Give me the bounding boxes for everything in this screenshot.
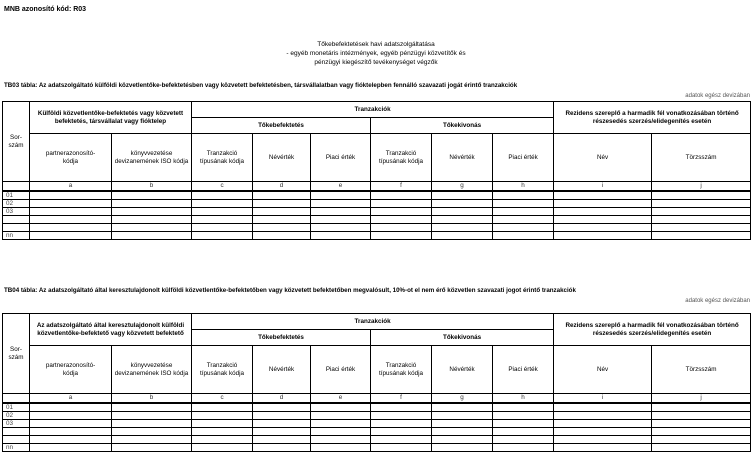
data-cell[interactable] bbox=[311, 216, 371, 224]
tb03-reg-number-col: Törzsszám bbox=[652, 134, 751, 182]
tb04-tx-type-col-c: Tranzakció típusának kódja bbox=[192, 346, 253, 394]
tb03-investment-header: Tőkebefektetés bbox=[192, 118, 371, 134]
data-cell[interactable] bbox=[192, 224, 253, 232]
data-cell[interactable] bbox=[554, 420, 652, 428]
data-cell[interactable] bbox=[30, 420, 112, 428]
report-title-line-1: Tőkebefektetések havi adatszolgáltatása bbox=[317, 41, 435, 48]
data-cell[interactable] bbox=[432, 412, 493, 420]
data-cell[interactable] bbox=[112, 216, 192, 224]
report-title-line-3: pénzügyi kiegészítő tevékenységet végzők bbox=[314, 59, 438, 66]
data-cell[interactable] bbox=[493, 200, 554, 208]
data-cell[interactable] bbox=[432, 208, 493, 216]
table-row bbox=[3, 403, 751, 412]
tb04-transactions-header: Tranzakciók bbox=[192, 314, 554, 330]
tb03-data-rows bbox=[3, 191, 751, 240]
tb04-resident-header: Rezidens szereplő a harmadik fél vonatkozásában történő részesedés szerzés/elidegenítés esetén bbox=[554, 314, 751, 346]
tb03-market-col-e: Piaci érték bbox=[311, 134, 371, 182]
data-cell[interactable] bbox=[432, 232, 493, 240]
tb04-letter: i bbox=[554, 394, 652, 404]
data-cell[interactable] bbox=[30, 224, 112, 232]
tb03-row-number-header: Sor- szám bbox=[3, 102, 30, 182]
data-cell[interactable] bbox=[253, 428, 311, 436]
data-cell[interactable] bbox=[112, 436, 192, 444]
tb03-letter-row bbox=[3, 182, 751, 192]
data-cell[interactable] bbox=[371, 208, 432, 216]
data-cell[interactable] bbox=[554, 224, 652, 232]
data-cell[interactable] bbox=[112, 224, 192, 232]
data-cell[interactable] bbox=[311, 208, 371, 216]
data-cell[interactable] bbox=[30, 428, 112, 436]
data-cell[interactable] bbox=[493, 444, 554, 452]
data-cell[interactable] bbox=[493, 403, 554, 412]
data-cell[interactable] bbox=[371, 403, 432, 412]
data-cell[interactable] bbox=[371, 428, 432, 436]
data-cell[interactable] bbox=[371, 224, 432, 232]
data-cell[interactable] bbox=[30, 232, 112, 240]
data-cell[interactable] bbox=[554, 216, 652, 224]
tb04-partner-id-col: partnerazonosító- kódja bbox=[30, 346, 112, 394]
tb03-transactions-header: Tranzakciók bbox=[192, 102, 554, 118]
data-cell[interactable] bbox=[311, 200, 371, 208]
data-cell[interactable] bbox=[30, 191, 112, 200]
data-cell[interactable] bbox=[652, 191, 751, 200]
tb03-nominal-col-g: Névérték bbox=[432, 134, 493, 182]
row-number bbox=[3, 436, 30, 444]
tb04-letter: h bbox=[493, 394, 554, 404]
tb04-title: TB04 tábla: Az adatszolgáltató által keresztulajdonolt külföldi közvetlentőke-befektetőben vagy közvetett befektetőben megvalósult, 10%-ot el nem érő közvetlen szavazati jogot érintő tranzakciók bbox=[4, 287, 576, 294]
data-cell[interactable] bbox=[652, 232, 751, 240]
data-cell[interactable] bbox=[371, 216, 432, 224]
data-cell[interactable] bbox=[652, 436, 751, 444]
tb03-letter: b bbox=[112, 182, 192, 192]
table-row bbox=[3, 216, 751, 224]
data-cell[interactable] bbox=[652, 420, 751, 428]
row-number bbox=[3, 224, 30, 232]
data-cell[interactable] bbox=[311, 412, 371, 420]
data-cell[interactable] bbox=[192, 436, 253, 444]
tb03-letter: e bbox=[311, 182, 371, 192]
data-cell[interactable] bbox=[253, 444, 311, 452]
tb04-reg-number-col: Törzsszám bbox=[652, 346, 751, 394]
data-cell[interactable] bbox=[253, 216, 311, 224]
data-cell[interactable] bbox=[554, 191, 652, 200]
data-cell[interactable] bbox=[432, 444, 493, 452]
row-number: nn bbox=[3, 232, 30, 240]
data-cell[interactable] bbox=[253, 412, 311, 420]
data-cell[interactable] bbox=[112, 200, 192, 208]
data-cell[interactable] bbox=[112, 191, 192, 200]
data-cell[interactable] bbox=[253, 224, 311, 232]
tb03-letter: c bbox=[192, 182, 253, 192]
row-number: 02 bbox=[3, 200, 30, 208]
tb04-investment-header: Tőkebefektetés bbox=[192, 330, 371, 346]
row-number: 01 bbox=[3, 403, 30, 412]
data-cell[interactable] bbox=[311, 232, 371, 240]
tb03-nominal-col-d: Névérték bbox=[253, 134, 311, 182]
data-cell[interactable] bbox=[432, 191, 493, 200]
data-cell[interactable] bbox=[253, 208, 311, 216]
row-number bbox=[3, 428, 30, 436]
tb04-nominal-col-g: Névérték bbox=[432, 346, 493, 394]
tb04-row-number-header: Sor- szám bbox=[3, 314, 30, 394]
tb03-letter: f bbox=[371, 182, 432, 192]
tb03-letter: d bbox=[253, 182, 311, 192]
data-cell[interactable] bbox=[112, 428, 192, 436]
data-cell[interactable] bbox=[432, 428, 493, 436]
tb03-tx-type-col-f: Tranzakció típusának kódja bbox=[371, 134, 432, 182]
tb04-letter: c bbox=[192, 394, 253, 404]
row-number: nn bbox=[3, 444, 30, 452]
data-cell[interactable] bbox=[192, 232, 253, 240]
data-cell[interactable] bbox=[493, 436, 554, 444]
table-row bbox=[3, 412, 751, 420]
data-cell[interactable] bbox=[192, 420, 253, 428]
tb04-market-col-e: Piaci érték bbox=[311, 346, 371, 394]
tb03-currency-col: könyvvezetése devizanemének ISO kódja bbox=[112, 134, 192, 182]
report-title-line-2: - egyéb monetáris intézmények, egyéb pénzügyi közvetítők és bbox=[286, 50, 466, 57]
tb04-data-rows bbox=[3, 403, 751, 452]
data-cell[interactable] bbox=[371, 412, 432, 420]
data-cell[interactable] bbox=[371, 191, 432, 200]
data-cell[interactable] bbox=[30, 403, 112, 412]
row-number bbox=[3, 216, 30, 224]
data-cell[interactable] bbox=[311, 444, 371, 452]
data-cell[interactable] bbox=[112, 444, 192, 452]
data-cell[interactable] bbox=[554, 444, 652, 452]
tb03-withdrawal-header: Tőkekivonás bbox=[371, 118, 554, 134]
data-cell[interactable] bbox=[311, 420, 371, 428]
data-cell[interactable] bbox=[30, 208, 112, 216]
table-row bbox=[3, 224, 751, 232]
data-cell[interactable] bbox=[112, 403, 192, 412]
data-cell[interactable] bbox=[554, 436, 652, 444]
data-cell[interactable] bbox=[554, 200, 652, 208]
tb03-resident-header: Rezidens szereplő a harmadik fél vonatkozásában történő részesedés szerzés/elidegenítés esetén bbox=[554, 102, 751, 134]
data-cell[interactable] bbox=[311, 403, 371, 412]
data-cell[interactable] bbox=[493, 208, 554, 216]
table-row bbox=[3, 232, 751, 240]
data-cell[interactable] bbox=[493, 420, 554, 428]
data-cell[interactable] bbox=[192, 428, 253, 436]
data-cell[interactable] bbox=[253, 200, 311, 208]
tb04-tx-type-col-f: Tranzakció típusának kódja bbox=[371, 346, 432, 394]
data-cell[interactable] bbox=[371, 420, 432, 428]
data-cell[interactable] bbox=[432, 216, 493, 224]
data-cell[interactable] bbox=[652, 216, 751, 224]
tb03-tx-type-col-c: Tranzakció típusának kódja bbox=[192, 134, 253, 182]
tb04-table bbox=[2, 313, 751, 452]
tb03-name-col: Név bbox=[554, 134, 652, 182]
data-cell[interactable] bbox=[30, 436, 112, 444]
tb03-table bbox=[2, 101, 751, 240]
tb04-letter: b bbox=[112, 394, 192, 404]
data-cell[interactable] bbox=[554, 403, 652, 412]
data-cell[interactable] bbox=[493, 412, 554, 420]
data-cell[interactable] bbox=[652, 428, 751, 436]
tb04-nominal-col-d: Névérték bbox=[253, 346, 311, 394]
tb04-letter: j bbox=[652, 394, 751, 404]
tb03-partner-id-col: partnerazonosító- kódja bbox=[30, 134, 112, 182]
row-number: 01 bbox=[3, 191, 30, 200]
table-row bbox=[3, 444, 751, 452]
data-cell[interactable] bbox=[493, 232, 554, 240]
data-cell[interactable] bbox=[371, 436, 432, 444]
tb03-market-col-h: Piaci érték bbox=[493, 134, 554, 182]
data-cell[interactable] bbox=[432, 224, 493, 232]
tb03-entity-header: Külföldi közvetlentőke-befektetés vagy közvetett befektetés, társvállalat vagy fióktelep bbox=[30, 102, 192, 134]
tb03-letter-blank bbox=[3, 182, 30, 192]
row-number: 03 bbox=[3, 420, 30, 428]
data-cell[interactable] bbox=[112, 208, 192, 216]
data-cell[interactable] bbox=[554, 232, 652, 240]
table-row bbox=[3, 191, 751, 200]
data-cell[interactable] bbox=[652, 444, 751, 452]
row-number: 02 bbox=[3, 412, 30, 420]
tb03-letter: j bbox=[652, 182, 751, 192]
data-cell[interactable] bbox=[112, 420, 192, 428]
mnb-code: MNB azonosító kód: R03 bbox=[4, 6, 87, 13]
tb04-letter: e bbox=[311, 394, 371, 404]
data-cell[interactable] bbox=[311, 428, 371, 436]
data-cell[interactable] bbox=[493, 216, 554, 224]
data-cell[interactable] bbox=[192, 216, 253, 224]
data-cell[interactable] bbox=[493, 224, 554, 232]
data-cell[interactable] bbox=[253, 232, 311, 240]
tb04-letter: g bbox=[432, 394, 493, 404]
data-cell[interactable] bbox=[30, 444, 112, 452]
data-cell[interactable] bbox=[192, 191, 253, 200]
data-cell[interactable] bbox=[253, 191, 311, 200]
data-cell[interactable] bbox=[311, 224, 371, 232]
table-row bbox=[3, 420, 751, 428]
data-cell[interactable] bbox=[371, 200, 432, 208]
data-cell[interactable] bbox=[652, 224, 751, 232]
data-cell[interactable] bbox=[371, 444, 432, 452]
data-cell[interactable] bbox=[652, 412, 751, 420]
tb04-market-col-h: Piaci érték bbox=[493, 346, 554, 394]
row-number: 03 bbox=[3, 208, 30, 216]
data-cell[interactable] bbox=[192, 403, 253, 412]
tb04-name-col: Név bbox=[554, 346, 652, 394]
tb03-letter: g bbox=[432, 182, 493, 192]
table-row bbox=[3, 428, 751, 436]
tb04-letter: f bbox=[371, 394, 432, 404]
data-cell[interactable] bbox=[192, 412, 253, 420]
tb04-entity-header: Az adatszolgáltató által keresztulajdonolt külföldi közvetlentőke-befektető vagy közvetett befektető bbox=[30, 314, 192, 346]
data-cell[interactable] bbox=[253, 436, 311, 444]
data-cell[interactable] bbox=[371, 232, 432, 240]
data-cell[interactable] bbox=[192, 200, 253, 208]
data-cell[interactable] bbox=[554, 208, 652, 216]
tb03-letter: h bbox=[493, 182, 554, 192]
tb04-letter-row bbox=[3, 394, 751, 404]
data-cell[interactable] bbox=[311, 191, 371, 200]
data-cell[interactable] bbox=[432, 436, 493, 444]
data-cell[interactable] bbox=[432, 403, 493, 412]
tb04-unit-note: adatok egész devizában bbox=[685, 298, 750, 304]
tb04-withdrawal-header: Tőkekivonás bbox=[371, 330, 554, 346]
data-cell[interactable] bbox=[493, 191, 554, 200]
data-cell[interactable] bbox=[652, 200, 751, 208]
table-row bbox=[3, 200, 751, 208]
data-cell[interactable] bbox=[30, 200, 112, 208]
tb03-letter: a bbox=[30, 182, 112, 192]
tb04-letter: a bbox=[30, 394, 112, 404]
data-cell[interactable] bbox=[112, 412, 192, 420]
data-cell[interactable] bbox=[192, 208, 253, 216]
data-cell[interactable] bbox=[652, 208, 751, 216]
tb03-letter: i bbox=[554, 182, 652, 192]
data-cell[interactable] bbox=[652, 403, 751, 412]
data-cell[interactable] bbox=[253, 403, 311, 412]
tb04-currency-col: könyvvezetése devizanemének ISO kódja bbox=[112, 346, 192, 394]
data-cell[interactable] bbox=[253, 420, 311, 428]
data-cell[interactable] bbox=[30, 412, 112, 420]
data-cell[interactable] bbox=[554, 412, 652, 420]
data-cell[interactable] bbox=[112, 232, 192, 240]
data-cell[interactable] bbox=[30, 216, 112, 224]
tb03-unit-note: adatok egész devizában bbox=[685, 93, 750, 99]
data-cell[interactable] bbox=[192, 444, 253, 452]
data-cell[interactable] bbox=[554, 428, 652, 436]
data-cell[interactable] bbox=[432, 200, 493, 208]
table-row bbox=[3, 208, 751, 216]
tb04-letter: d bbox=[253, 394, 311, 404]
data-cell[interactable] bbox=[432, 420, 493, 428]
tb04-letter-blank bbox=[3, 394, 30, 404]
data-cell[interactable] bbox=[493, 428, 554, 436]
tb03-title: TB03 tábla: Az adatszolgáltató külföldi közvetlentőke-befektetésben vagy közvetett befektetésben, társvállalatban vagy fióktelepben fennálló szavazati jogát érintő tranzakciók bbox=[4, 82, 518, 89]
data-cell[interactable] bbox=[311, 436, 371, 444]
table-row bbox=[3, 436, 751, 444]
